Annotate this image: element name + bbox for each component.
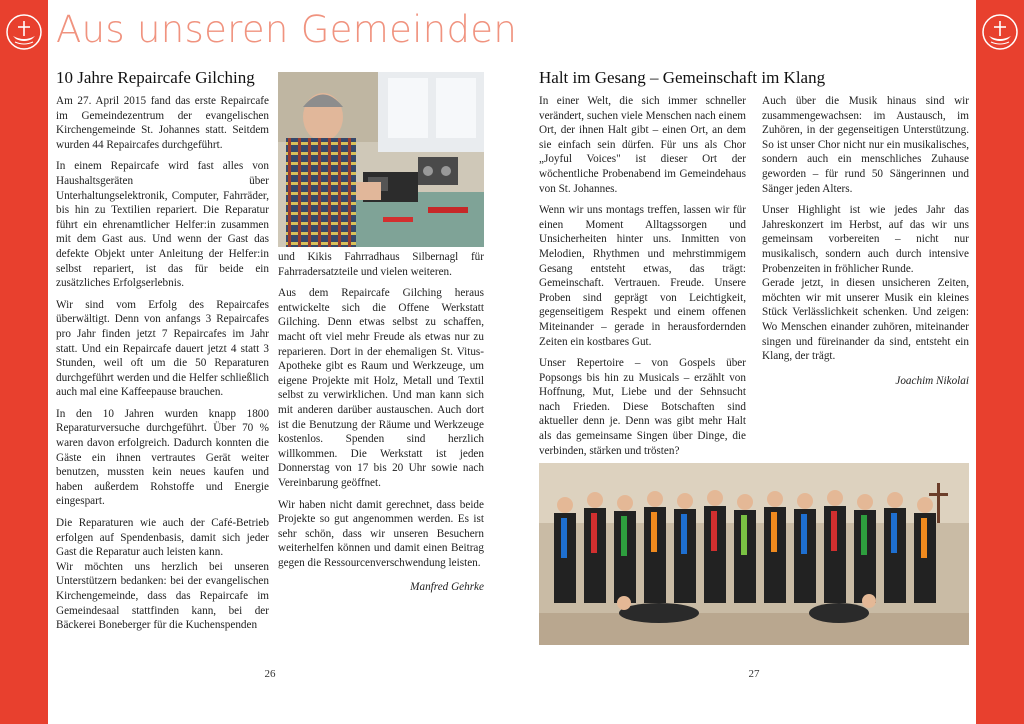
choir-group-photo <box>539 463 969 645</box>
page-number-left: 26 <box>264 668 276 680</box>
paragraph: Am 27. April 2015 fand das erste Repaircafe im Gemeindezentrum der evangelischen Kirchengemeinde St. Johannes statt. Seitdem wurden 44 Repaircafes durchgeführt. <box>56 95 269 151</box>
article-column-1 <box>56 94 269 640</box>
paragraph: Gerade jetzt, in diesen unsicheren Zeiten, möchten wir mit unserer Musik ein kleines Stück Verlässlichkeit schenken. Und zeigen: Wo Menschen einander zuhören, miteinander singen und füreinander da sind, entsteht ein Klang, der trägt. <box>762 277 969 363</box>
article-column-2 <box>278 250 484 595</box>
paragraph: Unser Repertoire – von Gospels über Popsongs bis hin zu Musicals – erzählt von Hoffnung, Mut, Liebe und der Sehnsucht nach Frieden. Diese Botschaften sind aktueller denn je. Denn was gibt mehr Halt als das gemeinsame Singen über Dinge, die verbinden, stärken und trösten? <box>539 357 746 457</box>
paragraph: Wir möchten uns herzlich bei unseren Unterstützern bedanken: bei der evangelischen Kirchengemeinde, dass das Repaircafe im Gemeindesaal stattfinden kann, bei der Bäckerei Boneberger für die Kuchenspenden <box>56 560 269 632</box>
repaircafe-photo <box>278 72 484 247</box>
paragraph: Unser Highlight ist wie jedes Jahr das Jahreskonzert im Herbst, auf das wir uns gemeinsam vorbereiten – nicht nur musikalisch, sondern auch durch intensive Probenzeiten in fröhlicher Runde. <box>762 204 969 275</box>
section-title: Aus unseren Gemeinden <box>56 8 518 51</box>
paragraph: Wir sind vom Erfolg des Repaircafes überwältigt. Denn von anfangs 3 Repaircafes pro Jahr finden jetzt 7 Repaircafes im Jahr statt. Und ein Repaircafe dauert jetzt 4 statt 3 Stunden, weil oft um die 50 Reparaturen durchgeführt werden und die Helfer schließlich auch mal eine Kaffeepause brauchen. <box>56 298 269 399</box>
author-signature: Joachim Nikolai <box>895 374 969 387</box>
paragraph: In einer Welt, die sich immer schneller verändert, suchen viele Menschen nach einem Ort, der ihnen Halt gibt – einen Ort, an dem sie einfach sein dürfen. Für uns als Chor „Joyful Voices" ist dieser Ort der wöchentliche Probenabend im Gemeindehaus von St. Johannes. <box>539 95 746 195</box>
paragraph: In den 10 Jahren wurden knapp 1800 Reparaturversuche durchgeführt. Über 70 % waren davon erfolgreich. Dadurch konnten die Gäste ein ihnen vertrautes Gerät weiter benutzen, mussten kein neues kaufen und haben außerdem Rohstoffe und Energie eingespart. <box>56 407 269 508</box>
right-page <box>512 0 976 724</box>
paragraph: In einem Repaircafe wird fast alles von Haushaltsgeräten über Unterhaltungselektronik, Computer, Fahrräder, bis hin zu Textilien repariert. Die Reparatur führt ein ehrenamtlicher Helfer:in zusammen mit dem Gast aus. Und wenn der Gast das defekte Objekt unter Anleitung der Helfer:in selbst repariert, ist das für beide ein zusätzliches Erfolgserlebnis. <box>56 160 269 290</box>
paragraph: Aus dem Repaircafe Gilching heraus entwickelte sich die Offene Werkstatt Gilching. Denn etwas selbst zu schaffen, macht oft viel mehr Freude als etwas nur zu reparieren. Dort in der ehemaligen St. Vitus-Apotheke gibt es Raum und Werkzeuge, um eigene Projekte mit Holz, Metall und Textil selbst zu verwirklichen. Und man kann sich mit anderen darüber austauschen. Auch dort ist die Benutzung der Räume und Werkzeuge kostenlos. Spenden sind herzlich willkommen. Die Werkstatt ist jeden Donnerstag von 17 bis 20 Uhr sowie nach Vereinbarung geöffnet. <box>278 287 484 489</box>
oikumene-logo-right <box>976 0 1024 64</box>
right-edge-bar <box>976 0 1024 724</box>
left-edge-bar <box>0 0 48 724</box>
paragraph: Wenn wir uns montags treffen, lassen wir für einen Moment Alltagssorgen und Unsicherheiten hinter uns. Inmitten von Melodien, Rhythmen und mehrstimmigem Gesang entsteht etwas, das trägt: Gemeinschaft. Vertrauen. Freude. Unsere Proben sind geprägt von Leichtigkeit, gegenseitigem Respekt und einem offenen Miteinander – gerade in herausfordernden Zeiten ein kostbares Gut. <box>539 204 746 348</box>
article-column-1 <box>539 94 746 465</box>
article-title-repaircafe: 10 Jahre Repaircafe Gilching <box>56 68 255 87</box>
article-column-2 <box>762 94 969 388</box>
article-title-chor: Halt im Gesang – Gemeinschaft im Klang <box>539 68 826 87</box>
paragraph: Die Reparaturen wie auch der Café-Betrieb erfolgen auf Spendenbasis, damit sich jeder Gast die Reparatur auch leisten kann. <box>56 517 269 559</box>
paragraph: Auch über die Musik hinaus sind wir zusammengewachsen: im Austausch, im Zuhören, in der gegenseitigen Unterstützung. So ist unser Chor nicht nur ein musikalisches, sondern auch ein menschliches Zuhause geworden – für rund 50 Sängerinnen und Sänger jeden Alters. <box>762 95 969 195</box>
oikumene-logo-left <box>0 0 48 64</box>
paragraph: Wir haben nicht damit gerechnet, dass beide Projekte so gut angenommen werden. Es ist sehr schön, dass wir unseren Besuchern weiterhelfen können und damit einen Beitrag gegen die Ressourcenverschwendung leisten. <box>278 498 484 569</box>
author-signature: Manfred Gehrke <box>410 581 484 594</box>
paragraph: und Kikis Fahrradhaus Silbernagl für Fahrradersatzteile und vielen weiteren. <box>278 251 484 278</box>
left-page <box>48 0 518 724</box>
oikumene-logo-icon <box>4 12 44 52</box>
page-number-right: 27 <box>748 668 760 680</box>
oikumene-logo-icon <box>980 12 1020 52</box>
